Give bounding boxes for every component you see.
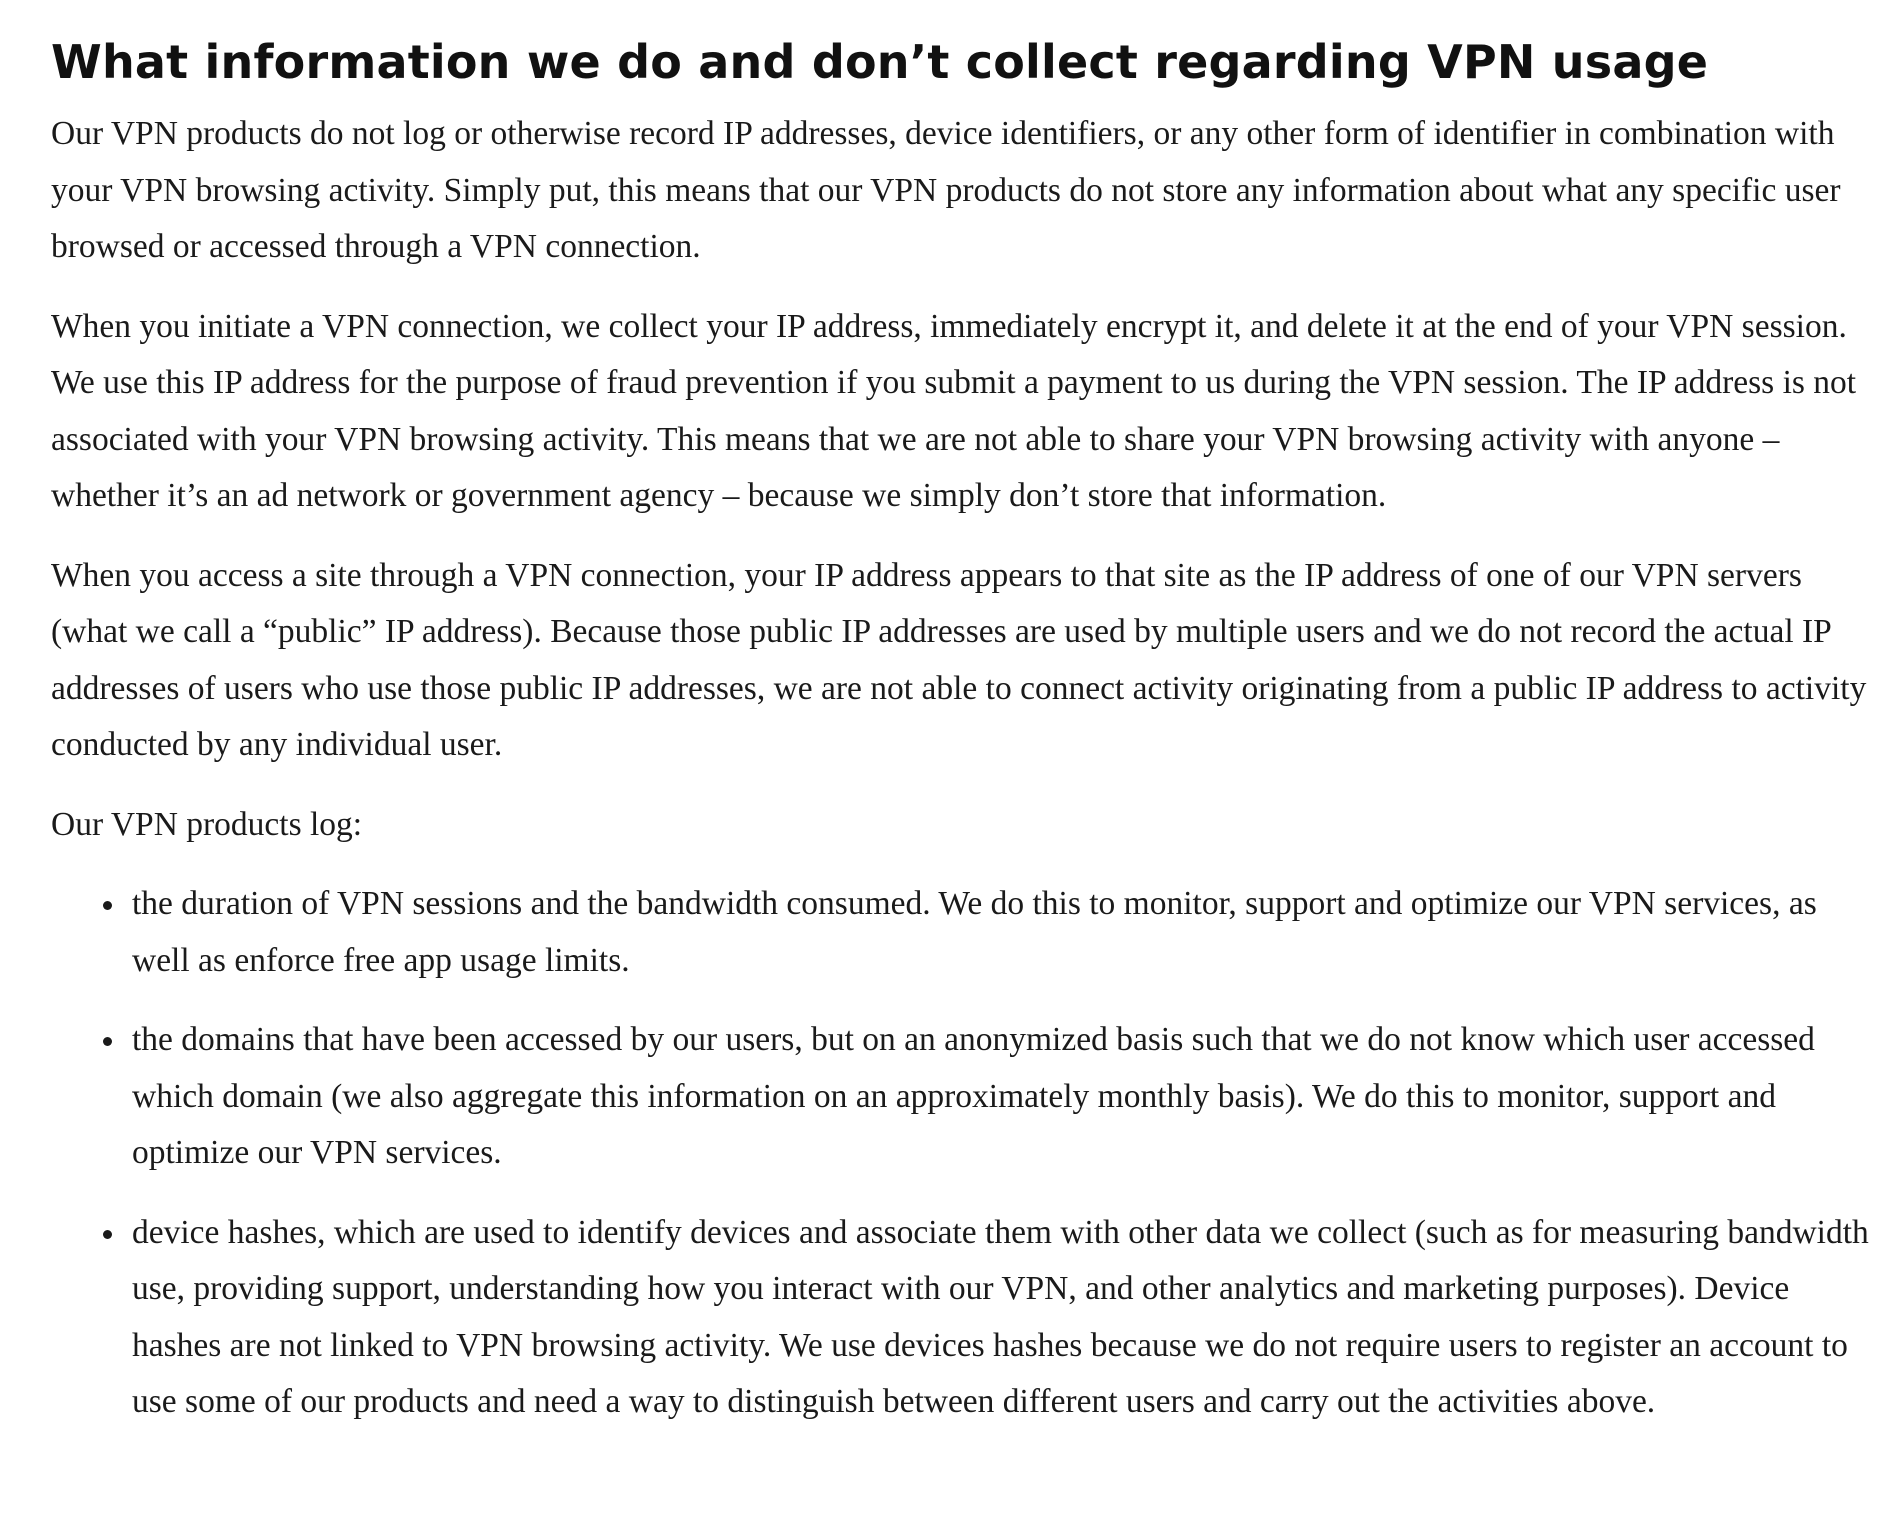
list-item-text: the duration of VPN sessions and the bandwidth consumed. We do this to monitor, support and optimize our VPN services, as well as enforce free app usage limits.: [132, 885, 1817, 979]
log-items-list: [51, 876, 1870, 1431]
paragraph-public-ip: When you access a site through a VPN connection, your IP address appears to that site as the IP address of one of our VPN servers (what we call a “public” IP address). Because those public IP addresses are used by multiple users and we do not record the actual IP addresses of users who use those public IP addresses, we are not able to connect activity originating from a public IP address to activity conducted by any individual user.: [51, 556, 1867, 763]
bullet-icon: [103, 901, 112, 910]
paragraph-ip-collection: When you initiate a VPN connection, we collect your IP address, immediately encrypt it, and delete it at the end of your VPN session. We use this IP address for the purpose of fraud prevention if you submit a payment to us during the VPN session. The IP address is not associated with your VPN browsing activity. This means that we are not able to share your VPN browsing activity with anyone – whether it’s an ad network or government agency – because we simply don’t store that information.: [51, 307, 1857, 514]
paragraph-log-intro: Our VPN products log:: [51, 805, 363, 843]
list-item-text: the domains that have been accessed by our users, but on an anonymized basis such that we do not know which user accessed which domain (we also aggregate this information on an approximately monthly basis). We do this to monitor, support and optimize our VPN services.: [132, 1021, 1815, 1171]
page-heading: What information we do and don’t collect regarding VPN usage: [51, 35, 1709, 89]
bullet-icon: [103, 1037, 112, 1046]
list-item-text: device hashes, which are used to identify devices and associate them with other data we collect (such as for measuring bandwidth use, providing support, understanding how you interact with our VPN, and other analytics and marketing purposes). Device hashes are not linked to VPN browsing activity. We use devices hashes because we do not require users to register an account to use some of our products and need a way to distinguish between different users and carry out the activities above.: [132, 1213, 1869, 1420]
bullet-icon: [103, 1230, 112, 1239]
list-item: [132, 876, 1870, 989]
list-item: [132, 1012, 1870, 1182]
list-item: [132, 1205, 1870, 1431]
paragraph-no-logging: Our VPN products do not log or otherwise record IP addresses, device identifiers, or any other form of identifier in combination with your VPN browsing activity. Simply put, this means that our VPN products do not store any information about what any specific user browsed or accessed through a VPN connection.: [51, 115, 1841, 265]
